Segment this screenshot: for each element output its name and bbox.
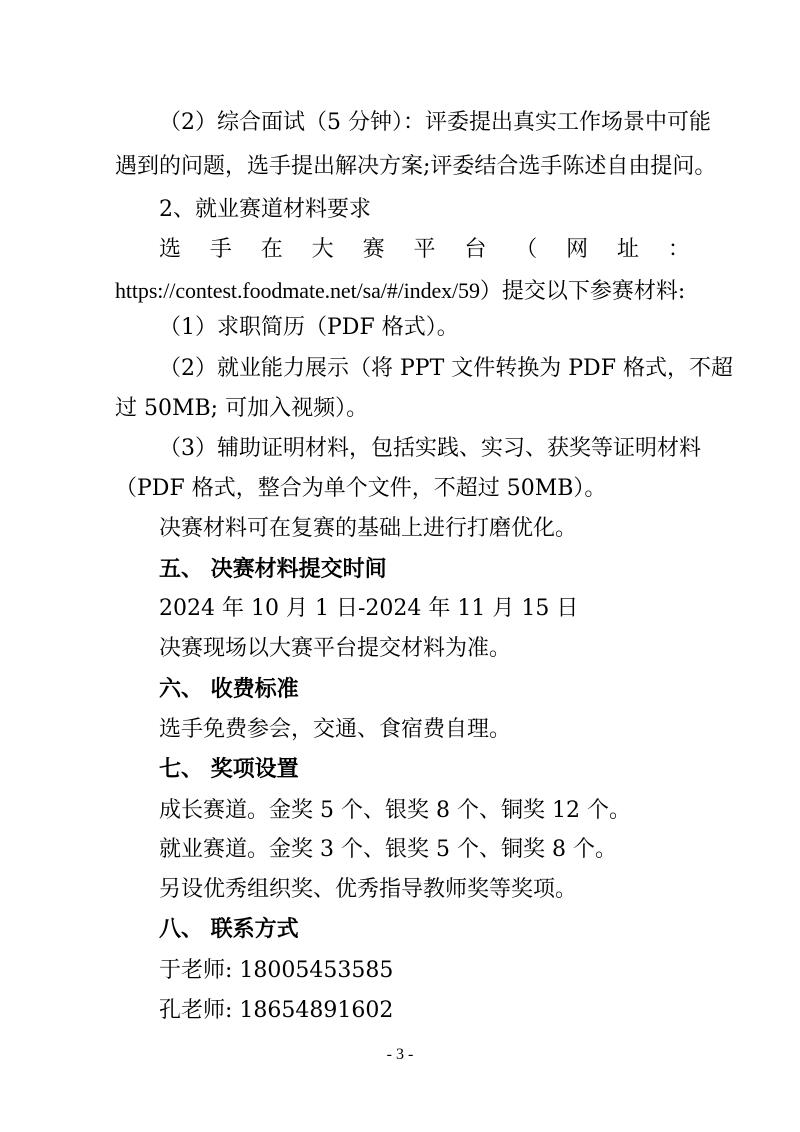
material-item-3-line1: （3）辅助证明材料，包括实践、实习、获奖等证明材料: [159, 436, 701, 461]
spread-char: ：: [667, 237, 690, 262]
contact-2: 孔老师: 18654891602: [159, 998, 394, 1023]
spread-char: 在: [260, 237, 283, 262]
submission-intro-line2: [115, 276, 690, 307]
submission-date-range: 2024 年 10 月 1 日-2024 年 11 月 15 日: [159, 596, 579, 621]
spread-char: 赛: [362, 237, 385, 262]
material-item-3-line2: （PDF 格式，整合为单个文件，不超过 50MB）。: [115, 476, 607, 501]
platform-note: 决赛现场以大赛平台提交材料为准。: [159, 636, 512, 661]
section-2-title: 2、就业赛道材料要求: [159, 197, 371, 222]
award-growth-track: 成长赛道。金奖 5 个、银奖 8 个、铜奖 12 个。: [159, 798, 631, 823]
page-number: - 3 -: [386, 1046, 414, 1063]
spread-char: 址: [617, 237, 640, 262]
contact-1: 于老师: 18005453585: [159, 958, 394, 983]
contest-url: https://contest.foodmate.net/sa/#/index/59: [115, 278, 480, 303]
material-item-2-line1: （2）就业能力展示（将 PPT 文件转换为 PDF 格式，不超: [159, 356, 733, 381]
interview-item-line1: （2）综合面试（5 分钟）：评委提出真实工作场景中可能: [159, 110, 711, 135]
award-job-track: 就业赛道。金奖 3 个、银奖 5 个、铜奖 8 个。: [159, 837, 617, 862]
section-8-heading: 八、 联系方式: [159, 917, 299, 942]
spread-char: 手: [209, 237, 232, 262]
spread-char: 网: [566, 237, 589, 262]
final-materials-note: 决赛材料可在复赛的基础上进行打磨优化。: [159, 516, 578, 541]
award-extra: 另设优秀组织奖、优秀指导教师奖等奖项。: [159, 877, 578, 902]
spread-char: 大: [311, 237, 334, 262]
spread-char: 选: [159, 237, 182, 262]
submission-intro-rest: ）提交以下参赛材料:: [479, 279, 686, 304]
fee-note: 选手免费参会，交通、食宿费自理。: [159, 717, 512, 742]
interview-item-line2: 遇到的问题，选手提出解决方案;评委结合选手陈述自由提问。: [115, 154, 717, 179]
submission-intro-line1: [159, 235, 690, 265]
material-item-1: （1）求职简历（PDF 格式）。: [159, 315, 459, 340]
section-7-heading: 七、 奖项设置: [159, 757, 299, 782]
material-item-2-line2: 过 50MB; 可加入视频）。: [115, 396, 369, 421]
section-5-heading: 五、 决赛材料提交时间: [159, 557, 387, 582]
spread-char: 平: [413, 237, 436, 262]
spread-char: （: [515, 237, 538, 262]
spread-char: 台: [464, 237, 487, 262]
section-6-heading: 六、 收费标准: [159, 677, 299, 702]
